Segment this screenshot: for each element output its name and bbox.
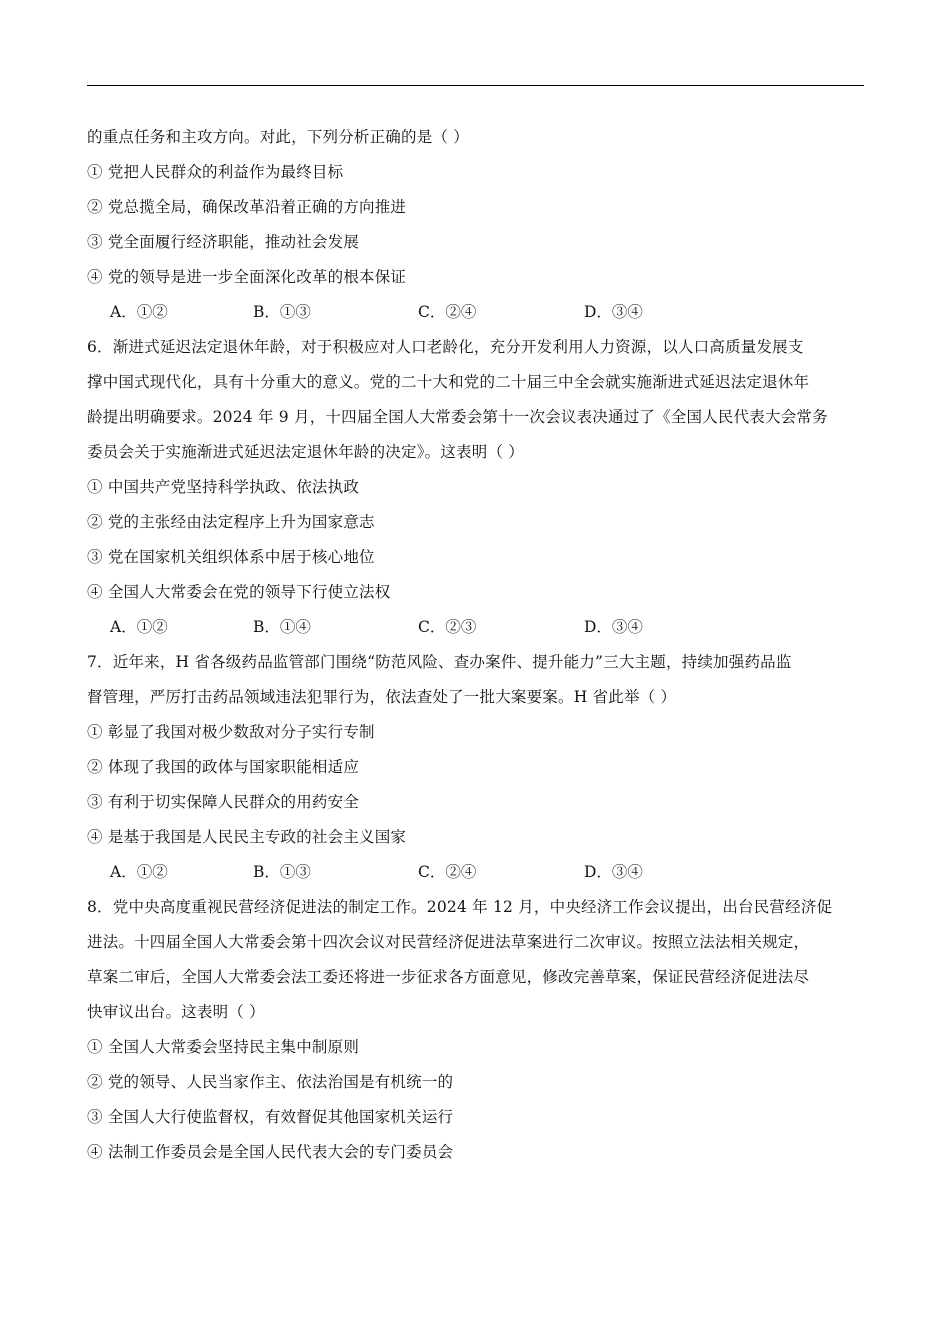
option-2: ② 党的主张经由法定程序上升为国家意志 [87,513,375,531]
question-7 [87,645,864,890]
option-3: ③ 有利于切实保障人民群众的用药安全 [87,793,360,811]
option-4: ④ 党的领导是进一步全面深化改革的根本保证 [87,268,407,286]
question-stem-line: 草案二审后，全国人大常委会法工委还将进一步征求各方面意见，修改完善草案，保证民营经济促进法尽 [87,968,810,986]
question-stem-line: 6．渐进式延迟法定退休年龄，对于积极应对人口老龄化，充分开发利用人力资源，以人口高质量发展支 [87,338,804,356]
option-2: ② 党的领导、人民当家作主、依法治国是有机统一的 [87,1073,454,1091]
option-4: ④ 全国人大常委会在党的领导下行使立法权 [87,583,391,601]
option-1: ① 党把人民群众的利益作为最终目标 [87,163,344,181]
choice-c: C．②④ [418,303,477,321]
question-stem-line: 8．党中央高度重视民营经济促进法的制定工作。2024 年 12 月，中央经济工作会议提出，出台民营经济促 [87,898,833,916]
option-1: ① 彰显了我国对极少数敌对分子实行专制 [87,723,375,741]
option-2: ② 党总揽全局，确保改革沿着正确的方向推进 [87,198,407,216]
question-stem-line: 的重点任务和主攻方向。对此，下列分析正确的是（ ） [87,128,469,146]
choice-a: A．①② [110,618,168,636]
option-4: ④ 法制工作委员会是全国人民代表大会的专门委员会 [87,1143,454,1161]
choice-b: B．①③ [253,863,311,881]
option-1: ① 全国人大常委会坚持民主集中制原则 [87,1038,360,1056]
choice-d: D．③④ [584,863,643,881]
choice-b: B．①③ [253,303,311,321]
choice-b: B．①④ [253,618,311,636]
question-stem-line: 进法。十四届全国人大常委会第十四次会议对民营经济促进法草案进行二次审议。按照立法法相关规定， [87,933,810,951]
answer-choices [87,610,864,645]
question-stem-line: 督管理，严厉打击药品领域违法犯罪行为，依法查处了一批大案要案。H 省此举（ ） [87,688,677,706]
option-3: ③ 全国人大行使监督权，有效督促其他国家机关运行 [87,1108,454,1126]
answer-choices [87,855,864,890]
choice-d: D．③④ [584,618,643,636]
question-6 [87,330,864,645]
choice-d: D．③④ [584,303,643,321]
question-5 [87,120,864,330]
question-stem-line: 撑中国式现代化，具有十分重大的意义。党的二十大和党的二十届三中全会就实施渐进式延迟法定退休年 [87,373,810,391]
option-3: ③ 党全面履行经济职能，推动社会发展 [87,233,360,251]
question-stem-line: 快审议出台。这表明（ ） [87,1003,265,1021]
choice-a: A．①② [110,303,168,321]
choice-a: A．①② [110,863,168,881]
choice-c: C．②③ [418,618,477,636]
header-rule [87,85,864,86]
option-2: ② 体现了我国的政体与国家职能相适应 [87,758,360,776]
option-4: ④ 是基于我国是人民民主专政的社会主义国家 [87,828,407,846]
question-8 [87,890,864,1170]
question-stem-line: 7．近年来，H 省各级药品监管部门围绕“防范风险、查办案件、提升能力”三大主题，持续加强药品监 [87,653,792,671]
question-stem-line: 龄提出明确要求。2024 年 9 月，十四届全国人大常委会第十一次会议表决通过了《全国人民代表大会常务 [87,408,828,426]
document-body [87,120,864,1170]
question-stem-line: 委员会关于实施渐进式延迟法定退休年龄的决定》。这表明（ ） [87,443,524,461]
option-1: ① 中国共产党坚持科学执政、依法执政 [87,478,360,496]
option-3: ③ 党在国家机关组织体系中居于核心地位 [87,548,375,566]
choice-c: C．②④ [418,863,477,881]
answer-choices [87,295,864,330]
